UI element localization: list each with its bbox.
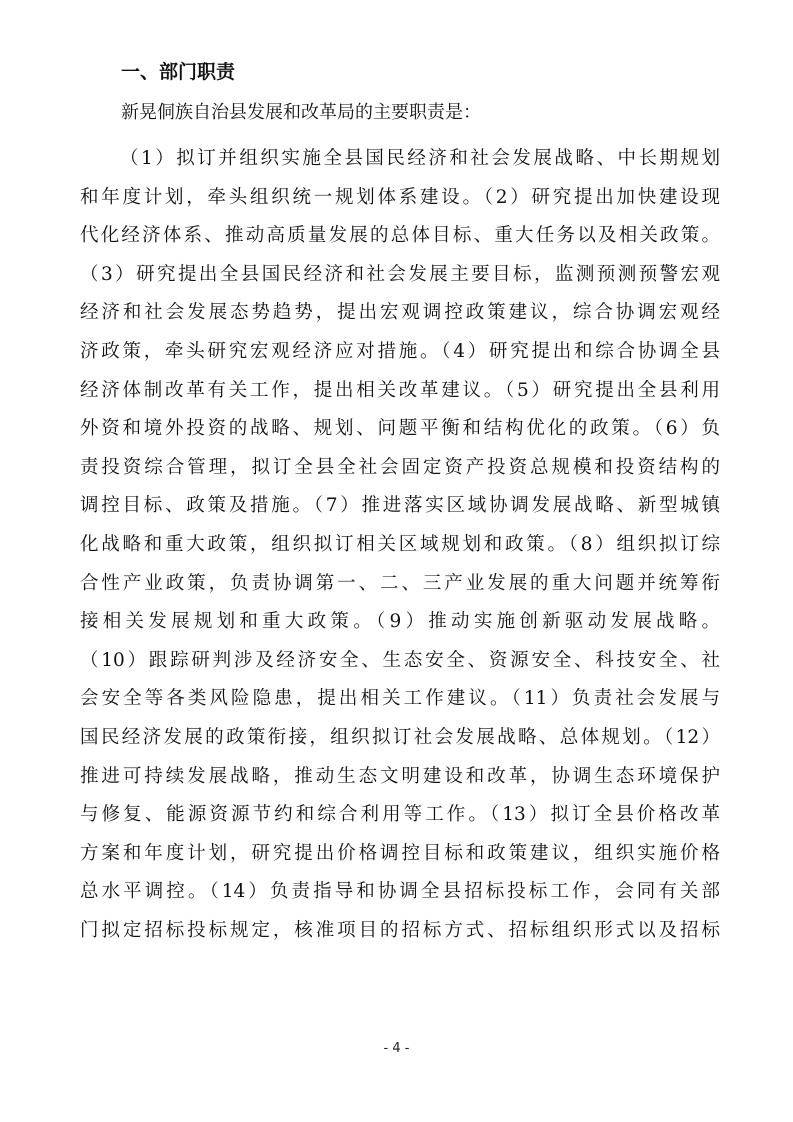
body-line: 推进可持续发展战略，推动生态文明建设和改革，协调生态环境保护 [80,765,720,787]
intro-paragraph: 新晃侗族自治县发展和改革局的主要职责是： [121,102,481,123]
body-line: 代化经济体系、推动高质量发展的总体目标、重大任务以及相关政策。 [80,225,720,247]
body-line: 合性产业政策，负责协调第一、二、三产业发展的重大问题并统筹衔 [80,572,720,594]
body-line: 调控目标、政策及措施。（7）推进落实区域协调发展战略、新型城镇 [80,495,720,517]
body-line: 方案和年度计划，研究提出价格调控目标和政策建议，组织实施价格 [80,842,720,864]
body-line: （10）跟踪研判涉及经济安全、生态安全、资源安全、科技安全、社 [80,649,720,671]
section-heading: 一、部门职责 [121,61,236,83]
body-line: 济政策，牵头研究宏观经济应对措施。（4）研究提出和综合协调全县 [80,340,720,362]
body-line: 国民经济发展的政策衔接，组织拟订社会发展战略、总体规划。（12） [80,726,720,748]
body-line: 会安全等各类风险隐患，提出相关工作建议。（11）负责社会发展与 [80,688,720,710]
body-line: 接相关发展规划和重大政策。（9）推动实施创新驱动发展战略。 [80,611,720,633]
body-line: 化战略和重大政策，组织拟订相关区域规划和政策。（8）组织拟订综 [80,533,720,555]
duties-body [80,140,720,950]
body-line: 和年度计划，牵头组织统一规划体系建设。（2）研究提出加快建设现 [80,186,720,208]
body-line: 与修复、能源资源节约和综合利用等工作。（13）拟订全县价格改革 [80,804,720,826]
body-line: 经济体制改革有关工作，提出相关改革建议。（5）研究提出全县利用 [80,379,720,401]
body-line: 经济和社会发展态势趋势，提出宏观调控政策建议，综合协调宏观经 [80,302,720,324]
body-line: （3）研究提出全县国民经济和社会发展主要目标，监测预测预警宏观 [80,263,720,285]
page-number: - 4 - [383,1041,410,1056]
body-line: 责投资综合管理，拟订全县全社会固定资产投资总规模和投资结构的 [80,456,720,478]
body-line: （1）拟订并组织实施全县国民经济和社会发展战略、中长期规划 [120,148,720,169]
body-line: 门拟定招标投标规定，核准项目的招标方式、招标组织形式以及招标 [80,919,720,941]
body-line: 总水平调控。（14）负责指导和协调全县招标投标工作，会同有关部 [80,881,720,903]
body-line: 外资和境外投资的战略、规划、问题平衡和结构优化的政策。（6）负 [80,418,720,440]
